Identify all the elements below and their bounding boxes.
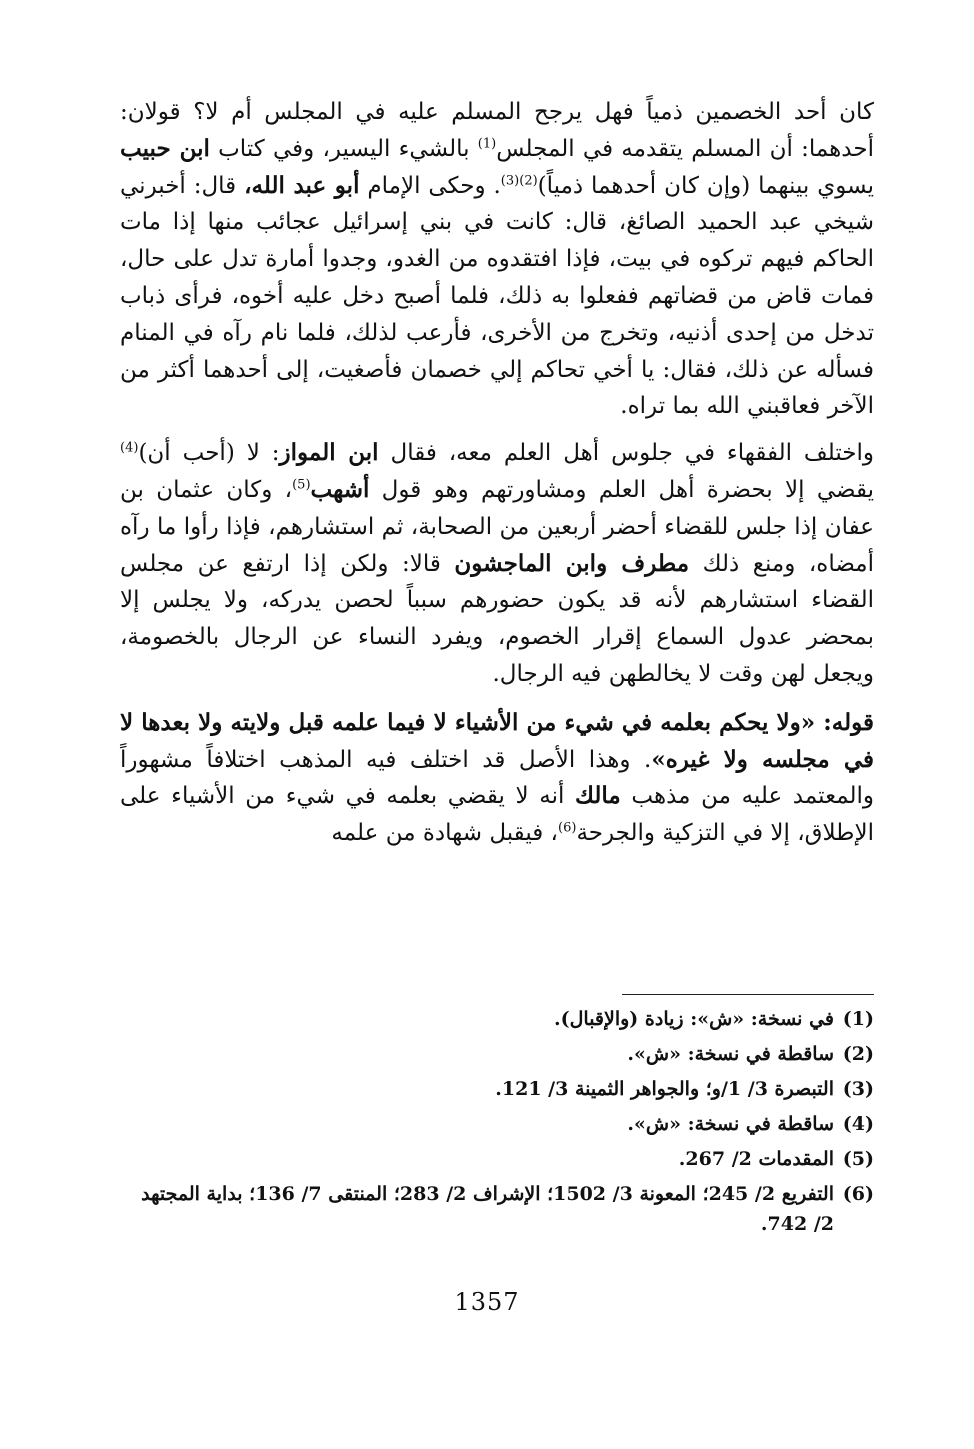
footnote-text: التبصرة 3/ 1/و؛ والجواهر الثمينة 3/ 121.: [495, 1078, 834, 1100]
footnote-text: ساقطة في نسخة: «ش».: [627, 1043, 834, 1065]
text-run: يسوي بينهما (وإن كان أحدهما ذمياً): [537, 172, 874, 199]
footnote-ref: (5): [292, 477, 311, 493]
footnotes: [120, 1004, 874, 1239]
footnote-item: [120, 1179, 874, 1239]
main-text: [120, 94, 874, 852]
footnote-item: [120, 1004, 874, 1034]
bold-name: أشهب: [310, 475, 370, 503]
text-run: : لا (أحب أن): [138, 440, 280, 467]
text-run: قالا: ولكن إذا ارتفع عن مجلس القضاء استشارهم لأنه قد يكون حضورهم سبباً لحصن يدركه، ولا يجلس إلا بمحضر عدول السماع إقرار الخصوم، ويفرد النساء عن الرجال بالخصومة، ويجعل لهن وقت لا يخالطهن فيه الرجال.: [120, 550, 874, 687]
footnote-item: [120, 1039, 874, 1069]
footnote-item: [120, 1144, 874, 1174]
page-number: 1357: [454, 1288, 520, 1316]
text-run: بالشيء اليسير، وفي كتاب: [209, 135, 478, 162]
bold-name: أبو عبد الله،: [244, 171, 360, 199]
footnote-item: [120, 1074, 874, 1104]
bold-name: مالك: [575, 782, 621, 810]
footnote-number: (5): [842, 1148, 874, 1170]
text-run: واختلف الفقهاء في جلوس أهل العلم معه، فقال: [378, 440, 875, 467]
text-run: قال: أخبرني شيخي عبد الحميد الصائغ، قال: كانت في بني إسرائيل عجائب منها إذا مات الحاكم فيهم تركوه في بيت، فإذا افتقدوه من الغدو، وجدوا أمارة تدل على حال، فمات قاض من قضاتهم ففعلوا به ذلك، فلما أصبح دخل عليه أخوه، فرأى ذباب تدخل من إحدى أذنيه، وتخرج من الأخرى، فأرعب لذلك، فلما نام رآه في المنام فسأله عن ذلك، فقال: يا أخي تحاكم إلي خصمان فأصغيت، إلى أحدهما أكثر من الآخر فعاقبني الله بما تراه.: [120, 172, 874, 420]
footnote-ref: (1): [477, 136, 497, 152]
footnote-divider: [622, 994, 874, 995]
footnote-ref: (4): [120, 440, 139, 456]
footnote-ref: (2)(3): [500, 172, 538, 188]
text-run: ، وكان عثمان بن عفان إذا جلس للقضاء أحضر أربعين من الصحابة، ثم استشارهم، فإذا رأوا ما رآه أمضاه، ومنع ذلك: [120, 476, 875, 577]
text-run: أنه لا يقضي بعلمه في شيء من الأشياء على الإطلاق، إلا في التزكية والجرحة: [120, 783, 874, 847]
footnote-item: [120, 1109, 874, 1139]
bold-name: ابن المواز: [279, 439, 379, 467]
footnote-text: ساقطة في نسخة: «ش».: [627, 1113, 834, 1135]
footnote-text: التفريع 2/ 245؛ المعونة 3/ 1502؛ الإشراف 2/ 283؛ المنتقى 7/ 136؛ بداية المجتهد 2/ 742.: [141, 1183, 834, 1235]
footnote-ref: (6): [558, 820, 577, 836]
text-run: . وهذا الأصل قد اختلف فيه المذهب اختلافاً مشهوراً والمعتمد عليه من مذهب: [120, 746, 875, 810]
footnote-text: المقدمات 2/ 267.: [678, 1148, 834, 1170]
footnote-number: (2): [842, 1043, 874, 1065]
text-run: ، فيقبل شهادة من علمه: [331, 820, 558, 847]
footnote-number: (4): [842, 1113, 874, 1135]
text-run: . وحكى الإمام: [359, 172, 501, 199]
paragraph-2: [120, 435, 874, 693]
text-run: يقضي إلا بحضرة أهل العلم ومشاورتهم وهو قول: [369, 476, 874, 503]
bold-name: ابن حبيب: [120, 134, 210, 162]
bold-name: مطرف وابن الماجشون: [454, 549, 690, 577]
footnote-text: في نسخة: «ش»: زيادة (والإقبال).: [554, 1008, 834, 1030]
text-run: كان أحد الخصمين ذمياً فهل يرجح المسلم عليه في المجلس أم لا؟ قولان: أحدهما: أن المسلم يتقدمه في المجلس: [120, 99, 874, 162]
footnote-number: (3): [842, 1078, 874, 1100]
paragraph-1: [120, 94, 874, 425]
bold-quote: قوله: «ولا يحكم بعلمه في شيء من الأشياء لا فيما علمه قبل ولايته ولا بعدها لا في مجلسه ولا غيره»: [120, 708, 874, 773]
paragraph-3: [120, 705, 874, 852]
footnote-number: (6): [842, 1183, 874, 1205]
footnote-number: (1): [842, 1008, 874, 1030]
